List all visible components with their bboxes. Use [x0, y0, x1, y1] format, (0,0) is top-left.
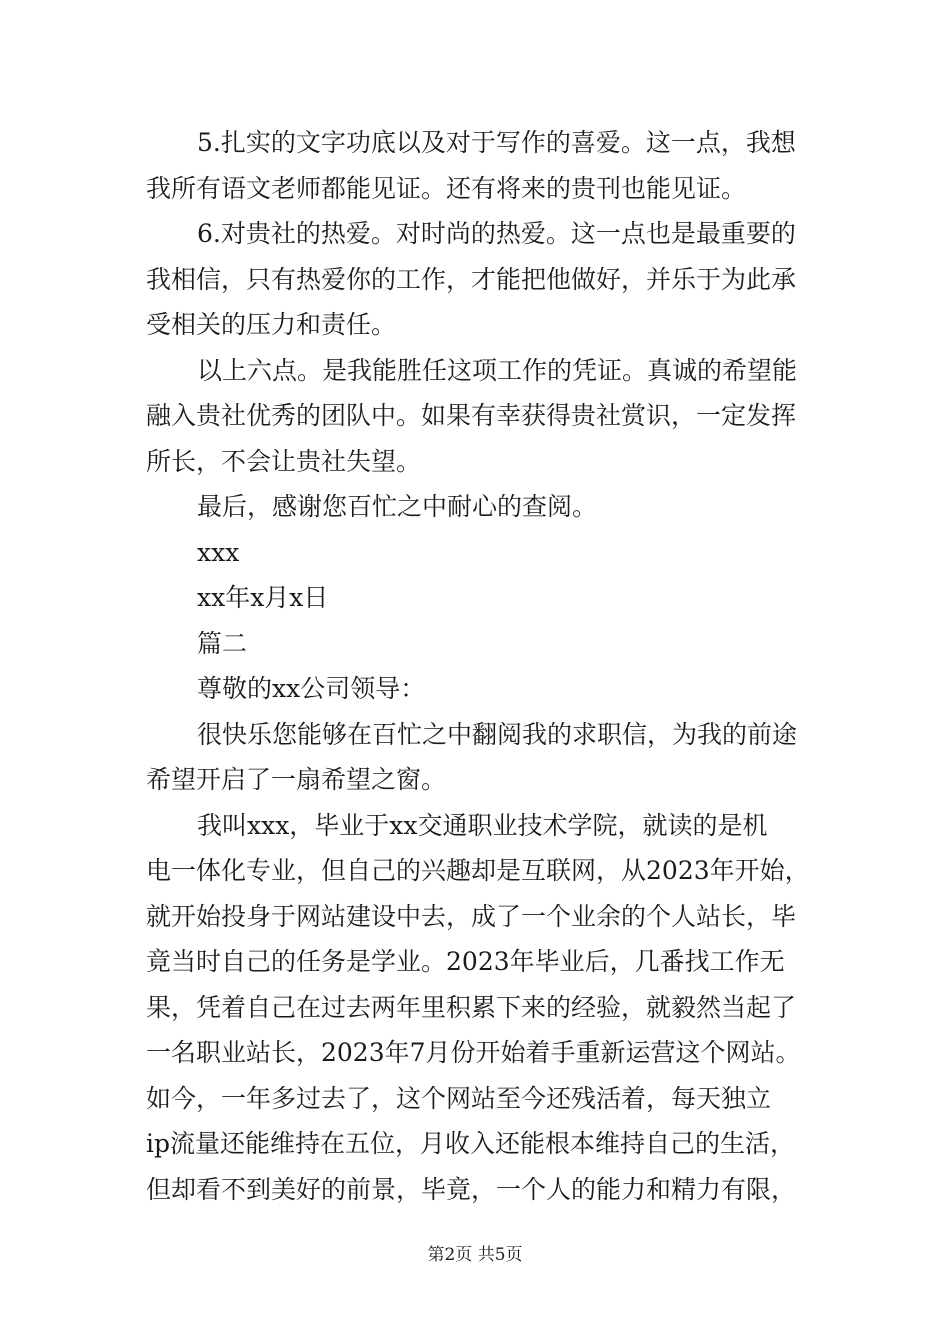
- text-line: 受相关的压力和责任。: [146, 310, 397, 339]
- text-line: 最后，感谢您百忙之中耐心的查阅。: [197, 492, 598, 521]
- text-line: ip流量还能维持在五位，月收入还能根本维持自己的生活，: [146, 1129, 796, 1158]
- text-line: 一名职业站长，2023年7月份开始着手重新运营这个网站。: [146, 1038, 801, 1067]
- text-line: 5.扎实的文字功底以及对于写作的喜爱。这一点，我想: [197, 128, 796, 157]
- text-line: 以上六点。是我能胜任这项工作的凭证。真诚的希望能: [197, 355, 798, 385]
- text-line: 所长，不会让贵社失望。: [146, 446, 422, 476]
- text-line: 电一体化专业，但自己的兴趣却是互联网，从2023年开始，: [146, 856, 810, 885]
- signature-name: xxx: [197, 537, 240, 567]
- text-line: 但却看不到美好的前景，毕竟，一个人的能力和精力有限，: [146, 1174, 797, 1204]
- text-line: 竟当时自己的任务是学业。2023年毕业后，几番找工作无: [146, 947, 785, 976]
- salutation: 尊敬的xx公司领导：: [197, 674, 426, 703]
- text-line: 我叫xxx，毕业于xx交通职业技术学院，就读的是机: [197, 810, 768, 840]
- text-line: 果，凭着自己在过去两年里积累下来的经验，就毅然当起了: [146, 992, 797, 1022]
- text-line: 如今，一年多过去了，这个网站至今还残活着，每天独立: [146, 1083, 772, 1113]
- page-number-footer: 第2页 共5页: [427, 1245, 523, 1265]
- text-line: 希望开启了一扇希望之窗。: [146, 765, 447, 794]
- text-line: 6.对贵社的热爱。对时尚的热爱。这一点也是最重要的: [197, 219, 796, 248]
- text-line: 我所有语文老师都能见证。还有将来的贵刊也能见证。: [146, 173, 747, 203]
- signature-date: xx年x月x日: [197, 583, 329, 612]
- text-line: 我相信，只有热爱你的工作，才能把他做好，并乐于为此承: [146, 264, 797, 294]
- text-line: 融入贵社优秀的团队中。如果有幸获得贵社赏识，一定发挥: [146, 401, 797, 430]
- text-line: 就开始投身于网站建设中去，成了一个业余的个人站长，毕: [146, 901, 797, 931]
- text-line: 很快乐您能够在百忙之中翻阅我的求职信，为我的前途: [197, 719, 798, 749]
- document-body: [146, 120, 814, 1212]
- section-heading: 篇二: [197, 628, 248, 658]
